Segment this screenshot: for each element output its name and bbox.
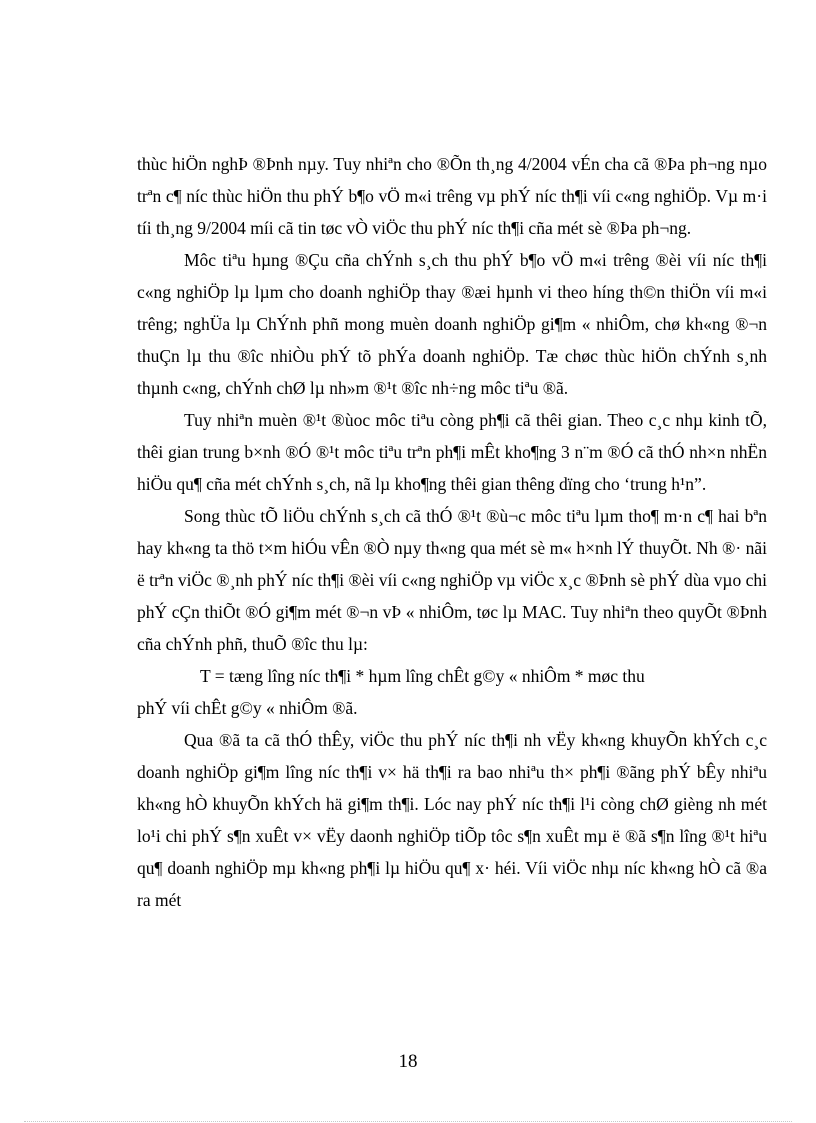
page-number: 18 xyxy=(398,1051,418,1072)
paragraph-2: Môc tiªu hµng ®Çu cña chÝnh s¸ch thu phÝ b¶o vÖ m«i trêng ®èi víi níc th¶i c«ng nghiÖp lµ lµm cho doanh nghiÖp thay ®æi hµnh vi theo híng th©n thiÖn víi m«i trêng; nghÜa lµ ChÝnh phñ mong muèn doanh nghiÖp gi¶m « nhiÔm, chø kh«ng ®¬n thuÇn lµ thu ®îc nhiÒu phÝ tõ phÝa doanh nghiÖp. Tæ chøc thùc hiÖn chÝnh s¸nh thµnh c«ng, chÝnh chØ lµ nh»m ®¹t ®îc nh÷ng môc tiªu ®ã. xyxy=(137,250,767,398)
page-bottom-divider xyxy=(24,1121,792,1122)
paragraph-3: Tuy nhiªn muèn ®¹t ®ùoc môc tiªu còng ph¶i cã thêi gian. Theo c¸c nhµ kinh tÕ, thêi gian trung b×nh ®Ó ®¹t môc tiªu trªn ph¶i mÊt kho¶ng 3 n¨m ®Ó cã thÓ nh×n nhËn hiÖu qu¶ cña mét chÝnh s¸ch, nã lµ kho¶ng thêi gian thêng dïng cho ‘trung h¹n”. xyxy=(137,410,767,494)
paragraph-4: Song thùc tÕ liÖu chÝnh s¸ch cã thÓ ®¹t ®ù¬c môc tiªu lµm tho¶ m·n c¶ hai bªn hay kh«ng ta thö t×m hiÓu vÊn ®Ò nµy th«ng qua mét sè m« h×nh lÝ thuyÕt. Nh ®· nãi ë trªn viÖc ®¸nh phÝ níc th¶i ®èi víi c«ng nghiÖp vµ viÖc x¸c ®Þnh sè phÝ dùa vµo chi phÝ cÇn thiÕt ®Ó gi¶m mét ®¬n vÞ « nhiÔm, tøc lµ MAC. Tuy nhiªn theo quyÕt ®Þnh cña chÝnh phñ, thuÕ ®îc thu lµ: xyxy=(137,506,767,654)
paragraph-1: thùc hiÖn nghÞ ®Þnh nµy. Tuy nhiªn cho ®Õn th¸ng 4/2004 vÉn cha cã ®Þa ph¬ng nµo trªn c¶ níc thùc hiÖn thu phÝ b¶o vÖ m«i trêng vµ phÝ níc th¶i víi c«ng nghiÖp. Vµ m·i tíi th¸ng 9/2004 míi cã tin tøc vÒ viÖc thu phÝ níc th¶i cña mét sè ®Þa ph¬ng. xyxy=(137,154,767,238)
formula-continuation: phÝ víi chÊt g©y « nhiÔm ®ã. xyxy=(137,698,358,718)
paragraph-5: Qua ®ã ta cã thÓ thÊy, viÖc thu phÝ níc th¶i nh vËy kh«ng khuyÕn khÝch c¸c doanh nghiÖp gi¶m lîng níc th¶i v× hä th¶i ra bao nhiªu th× ph¶i ®ãng phÝ bÊy nhiªu kh«ng hÒ khuyÕn khÝch hä gi¶m th¶i. Lóc nay phÝ níc th¶i l¹i còng chØ gièng nh mét lo¹i chi phÝ s¶n xuÊt v× vËy daonh nghiÖp tiÕp tôc s¶n xuÊt mµ ë ®ã s¶n lîng ®¹t hiªu qu¶ doanh nghiÖp mµ kh«ng ph¶i lµ hiÖu qu¶ x· héi. Víi viÖc nhµ níc kh«ng hÒ cã ®a ra mét xyxy=(137,730,767,910)
fee-formula: T = tæng lîng níc th¶i * hµm lîng chÊt g©y « nhiÔm * møc thu xyxy=(200,666,645,686)
body-text xyxy=(137,148,767,916)
